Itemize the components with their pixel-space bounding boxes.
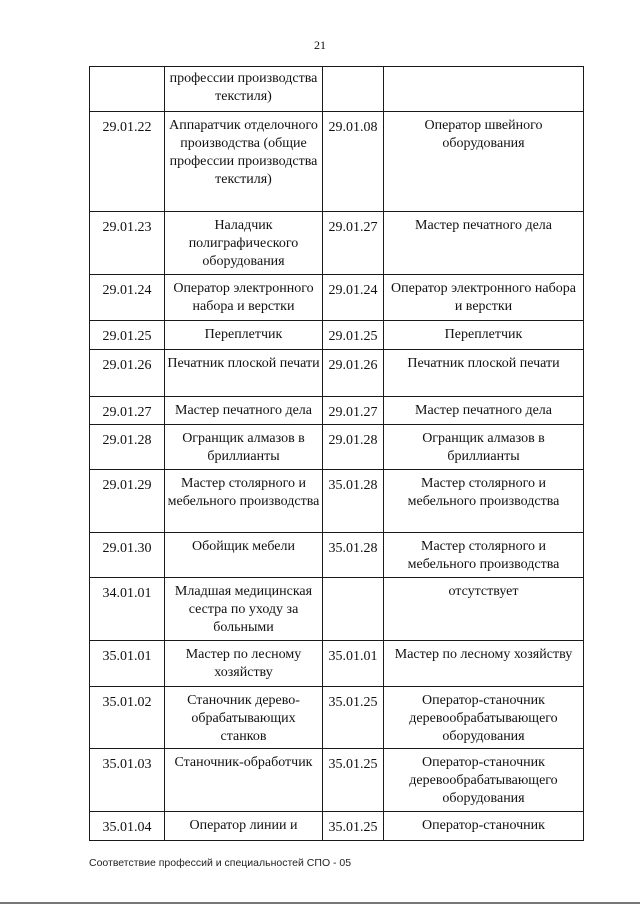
old-code-cell: 35.01.01 <box>90 641 165 687</box>
table-row <box>90 67 584 112</box>
old-code-cell: 29.01.22 <box>90 112 165 212</box>
new-profession-cell: отсутствует <box>384 578 584 641</box>
old-profession-cell: Наладчик полиграфического оборудования <box>165 212 323 275</box>
old-profession-cell: Мастер печатного дела <box>165 397 323 425</box>
new-code-cell: 29.01.27 <box>323 397 384 425</box>
table-row <box>90 470 584 533</box>
new-profession-cell: Мастер столярного и мебельного производства <box>384 470 584 533</box>
table-row <box>90 321 584 350</box>
old-profession-cell <box>165 112 323 212</box>
new-profession-cell: Мастер печатного дела <box>384 397 584 425</box>
table-row <box>90 275 584 321</box>
new-code-cell: 29.01.27 <box>323 212 384 275</box>
old-profession-cell: Печатник плоской печати <box>165 350 323 397</box>
correspondence-table <box>89 66 584 841</box>
table-row <box>90 350 584 397</box>
new-profession-cell: Мастер печатного дела <box>384 212 584 275</box>
old-profession-cell: Мастер по лесному хозяйству <box>165 641 323 687</box>
new-code-cell: 29.01.08 <box>323 112 384 212</box>
table-row <box>90 425 584 470</box>
table-row <box>90 212 584 275</box>
old-code-cell: 29.01.27 <box>90 397 165 425</box>
old-profession-cell: Младшая медицинская сестра по уходу за больными <box>165 578 323 641</box>
new-code-cell: 29.01.25 <box>323 321 384 350</box>
new-profession-cell: Переплетчик <box>384 321 584 350</box>
old-code-cell: 35.01.02 <box>90 687 165 749</box>
table-row <box>90 749 584 812</box>
old-profession-cell: Обойщик мебели <box>165 533 323 578</box>
new-profession-cell: Оператор швейного оборудования <box>384 112 584 212</box>
table-row <box>90 112 584 212</box>
table-row <box>90 533 584 578</box>
document-footer: Соответствие профессий и специальностей СПО - 05 <box>89 857 352 869</box>
old-profession-cell: Мастер столярного и мебельного производства <box>165 470 323 533</box>
old-profession-cell: Станочник-обработчик <box>165 749 323 812</box>
old-profession-cell: Станочник дерево-обрабатывающих станков <box>165 687 323 749</box>
new-code-cell: 35.01.01 <box>323 641 384 687</box>
new-profession-cell: Оператор-станочник <box>384 812 584 841</box>
new-code-cell: 35.01.28 <box>323 533 384 578</box>
new-profession-cell: Печатник плоской печати <box>384 350 584 397</box>
new-code-cell: 35.01.25 <box>323 749 384 812</box>
old-code-cell: 29.01.29 <box>90 470 165 533</box>
new-code-cell: 35.01.28 <box>323 470 384 533</box>
old-code-cell: 34.01.01 <box>90 578 165 641</box>
old-profession-text: Аппаратчик отделочного производства (общие профессии производства текстиля) <box>169 118 318 187</box>
old-code-cell: 29.01.28 <box>90 425 165 470</box>
old-profession-cell: профессии производства текстиля) <box>165 67 323 112</box>
new-profession-cell: Мастер столярного и мебельного производства <box>384 533 584 578</box>
page-bottom-edge <box>0 902 640 904</box>
table-row <box>90 397 584 425</box>
new-code-cell <box>323 67 384 112</box>
old-code-cell: 35.01.03 <box>90 749 165 812</box>
old-profession-cell: Оператор линии и <box>165 812 323 841</box>
old-code-cell <box>90 67 165 112</box>
old-code-cell: 29.01.25 <box>90 321 165 350</box>
new-code-cell: 29.01.24 <box>323 275 384 321</box>
page-number: 21 <box>314 38 326 52</box>
new-profession-cell: Оператор электронного набора и верстки <box>384 275 584 321</box>
old-code-cell: 35.01.04 <box>90 812 165 841</box>
table-row <box>90 812 584 841</box>
new-profession-cell: Огранщик алмазов в бриллианты <box>384 425 584 470</box>
new-profession-cell <box>384 67 584 112</box>
old-profession-cell: Переплетчик <box>165 321 323 350</box>
new-code-cell: 35.01.25 <box>323 812 384 841</box>
old-code-cell: 29.01.30 <box>90 533 165 578</box>
old-code-cell: 29.01.26 <box>90 350 165 397</box>
new-code-cell: 29.01.28 <box>323 425 384 470</box>
table-row <box>90 578 584 641</box>
old-code-cell: 29.01.23 <box>90 212 165 275</box>
new-code-cell: 35.01.25 <box>323 687 384 749</box>
new-code-cell: 29.01.26 <box>323 350 384 397</box>
new-code-cell <box>323 578 384 641</box>
old-code-cell: 29.01.24 <box>90 275 165 321</box>
table-row <box>90 641 584 687</box>
new-profession-cell: Оператор-станочник деревообрабатывающего оборудования <box>384 687 584 749</box>
new-profession-cell: Оператор-станочник деревообрабатывающего оборудования <box>384 749 584 812</box>
old-profession-cell: Оператор электронного набора и верстки <box>165 275 323 321</box>
table-row <box>90 687 584 749</box>
old-profession-cell: Огранщик алмазов в бриллианты <box>165 425 323 470</box>
new-profession-cell: Мастер по лесному хозяйству <box>384 641 584 687</box>
